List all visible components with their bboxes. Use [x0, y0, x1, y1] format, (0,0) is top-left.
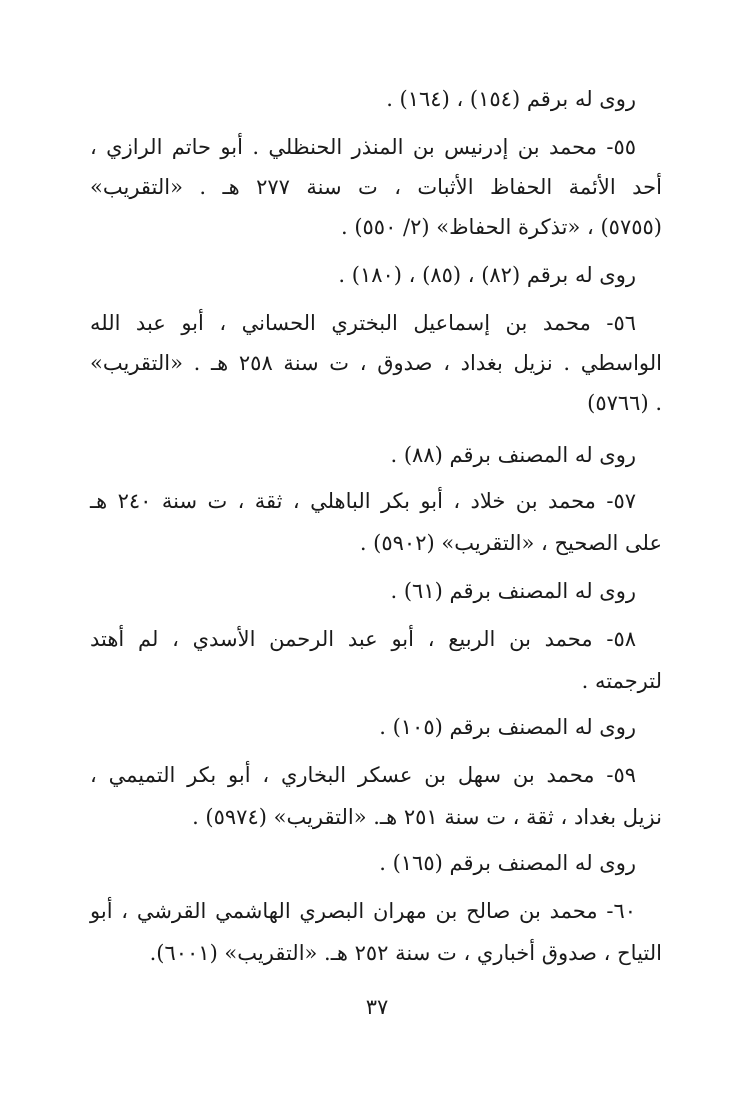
entry-55-line-1: ٥٥- محمد بن إدرنيس بن المنذر الحنظلي . أبو حاتم الرازي ،	[90, 135, 636, 159]
entry-58-line-2: لترجمته .	[581, 669, 662, 693]
entry-57-line-2: على الصحيح ، «التقريب» (٥٩٠٢) .	[359, 531, 662, 555]
text-line: روى له المصنف برقم (٨٨) .	[390, 443, 636, 467]
text-line: روى له المصنف برقم (١٦٥) .	[379, 851, 636, 875]
text-line: روى له برقم (٨٢) ، (٨٥) ، (١٨٠) .	[338, 263, 636, 287]
entry-55-line-2: أحد الأئمة الحفاظ الأثبات ، ت سنة ٢٧٧ هـ . «التقريب»	[90, 175, 662, 199]
page-number: ٣٧	[365, 995, 389, 1019]
entry-58-line-1: ٥٨- محمد بن الربيع ، أبو عبد الرحمن الأسدي ، لم أهتد	[90, 627, 636, 651]
text-line: روى له المصنف برقم (١٠٥) .	[379, 715, 636, 739]
entry-59-line-1: ٥٩- محمد بن سهل بن عسكر البخاري ، أبو بكر التميمي ،	[90, 763, 636, 787]
entry-56-line-1: ٥٦- محمد بن إسماعيل البختري الحساني ، أبو عبد الله	[90, 311, 636, 335]
entry-57-line-1: ٥٧- محمد بن خلاد ، أبو بكر الباهلي ، ثقة ، ت سنة ٢٤٠ هـ	[90, 489, 636, 513]
entry-56-line-2: الواسطي . نزيل بغداد ، صدوق ، ت سنة ٢٥٨ هـ . «التقريب»	[90, 351, 662, 375]
text-line: روى له برقم (١٥٤) ، (١٦٤) .	[386, 87, 636, 111]
entry-60-line-2: التياح ، صدوق أخباري ، ت سنة ٢٥٢ هـ. «التقريب» (٦٠٠١).	[149, 941, 662, 965]
entry-59-line-2: نزيل بغداد ، ثقة ، ت سنة ٢٥١ هـ. «التقريب» (٥٩٧٤) .	[192, 805, 662, 829]
entry-60-line-1: ٦٠- محمد بن صالح بن مهران البصري الهاشمي القرشي ، أبو	[90, 899, 636, 923]
entry-55-line-3: (٥٧٥٥) ، «تذكرة الحفاظ» (٢/ ٥٥٠) .	[340, 215, 662, 239]
text-line: روى له المصنف برقم (٦١) .	[390, 579, 636, 603]
entry-56-line-3: (٥٧٦٦) .	[587, 391, 662, 415]
